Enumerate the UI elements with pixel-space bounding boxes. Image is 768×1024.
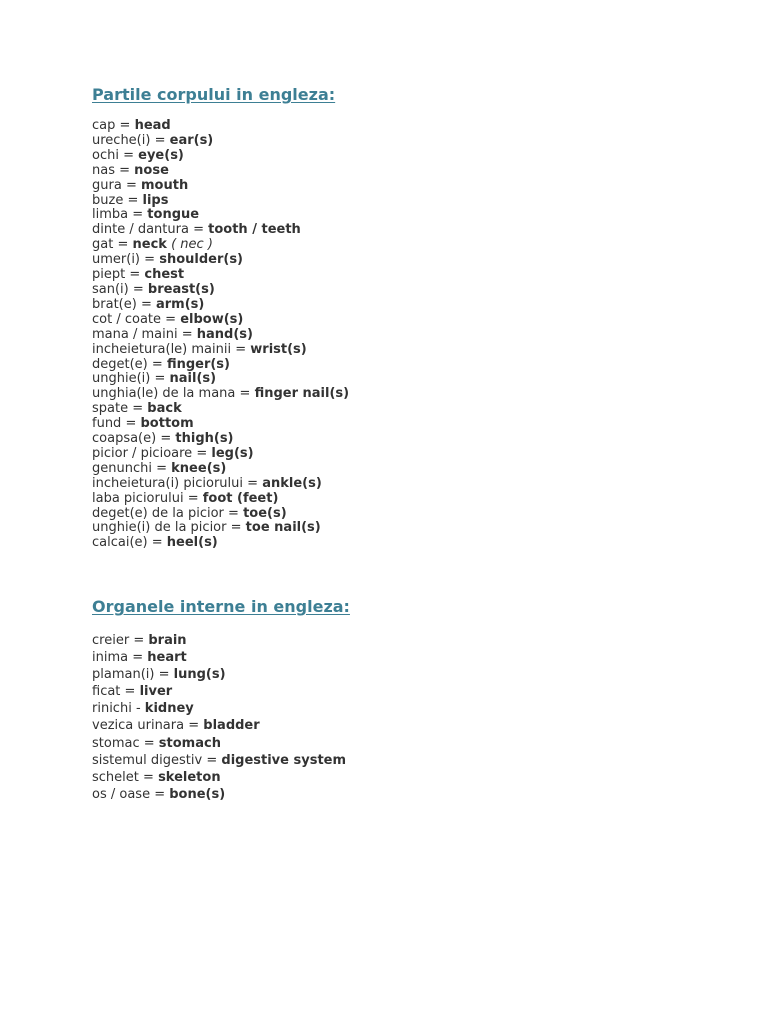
separator: =	[160, 431, 172, 447]
vocab-item	[92, 119, 349, 134]
english-term: thigh(s)	[175, 431, 234, 447]
romanian-term: ficat	[92, 684, 121, 700]
separator: =	[154, 786, 166, 802]
romanian-term: mana / maini	[92, 326, 178, 342]
english-term: heel(s)	[166, 535, 218, 551]
vocab-item	[92, 683, 346, 700]
section-heading-internal-organs: Organele interne in engleza:	[92, 597, 350, 616]
english-term: nail(s)	[169, 371, 217, 387]
romanian-term: deget(e)	[92, 356, 148, 372]
english-term: back	[147, 401, 182, 417]
separator: =	[196, 445, 208, 461]
english-term: tongue	[147, 207, 200, 223]
romanian-term: unghia(le) de la mana	[92, 386, 236, 402]
vocab-item	[92, 417, 349, 432]
vocab-item	[92, 717, 346, 734]
separator: =	[228, 505, 239, 521]
english-term: stomach	[158, 735, 221, 751]
vocab-item	[92, 521, 349, 536]
vocab-item	[92, 432, 349, 447]
romanian-term: fund	[92, 416, 122, 432]
separator: =	[129, 267, 141, 283]
english-term: toe nail(s)	[245, 520, 321, 536]
english-term: kidney	[144, 701, 194, 717]
english-term: finger(s)	[166, 356, 230, 372]
english-term: elbow(s)	[180, 311, 244, 327]
vocab-item	[92, 328, 349, 343]
separator: =	[125, 177, 137, 193]
separator: =	[154, 132, 166, 148]
romanian-term: laba piciorului	[92, 490, 184, 506]
separator: =	[188, 718, 200, 734]
english-term: wrist(s)	[250, 341, 307, 357]
english-term: heart	[147, 650, 187, 666]
separator: =	[117, 237, 129, 253]
english-term: bone(s)	[169, 786, 226, 802]
vocab-item	[92, 268, 349, 283]
vocab-item	[92, 253, 349, 268]
separator: =	[119, 118, 131, 133]
romanian-term: piept	[92, 267, 126, 283]
separator: =	[156, 460, 168, 476]
romanian-term: schelet	[92, 769, 139, 785]
separator: =	[181, 326, 193, 342]
vocab-item	[92, 447, 349, 462]
romanian-term: rinichi	[92, 701, 132, 717]
separator: =	[124, 684, 136, 700]
separator: =	[132, 281, 144, 297]
romanian-term: sistemul digestiv	[92, 752, 203, 768]
english-term: ankle(s)	[262, 475, 322, 491]
vocab-item	[92, 786, 346, 803]
english-term: shoulder(s)	[159, 252, 243, 268]
separator: =	[140, 296, 152, 312]
english-term: lung(s)	[173, 667, 226, 683]
romanian-term: gat	[92, 237, 114, 253]
english-term: liver	[139, 684, 173, 700]
romanian-term: cot / coate	[92, 311, 162, 327]
vocab-item	[92, 283, 349, 298]
separator: =	[132, 401, 144, 417]
vocab-item	[92, 752, 346, 769]
romanian-term: cap	[92, 118, 116, 133]
romanian-term: dinte / dantura	[92, 222, 189, 238]
english-term: chest	[144, 267, 185, 283]
romanian-term: creier	[92, 633, 130, 648]
romanian-term: inima	[92, 650, 129, 666]
vocab-item	[92, 402, 349, 417]
pronunciation-note: ( nec )	[171, 237, 213, 253]
separator: =	[133, 633, 145, 648]
english-term: foot (feet)	[202, 490, 279, 506]
vocab-item	[92, 536, 349, 551]
english-term: mouth	[141, 177, 189, 193]
romanian-term: brat(e)	[92, 296, 137, 312]
romanian-term: deget(e) de la picior	[92, 505, 224, 521]
vocab-item	[92, 649, 346, 666]
vocab-item	[92, 735, 346, 752]
english-term: knee(s)	[171, 460, 227, 476]
romanian-term: unghie(i) de la picior	[92, 520, 227, 536]
english-term: toe(s)	[243, 505, 287, 521]
separator: =	[230, 520, 242, 536]
romanian-term: ochi	[92, 147, 119, 163]
romanian-term: spate	[92, 401, 129, 417]
vocab-item	[92, 164, 349, 179]
internal-organs-list	[92, 632, 346, 803]
romanian-term: nas	[92, 162, 115, 178]
separator: =	[247, 475, 259, 491]
separator: =	[132, 650, 144, 666]
vocab-item	[92, 632, 346, 649]
romanian-term: os / oase	[92, 786, 151, 802]
separator: =	[187, 490, 199, 506]
english-term: breast(s)	[147, 281, 215, 297]
english-term: head	[134, 118, 171, 133]
vocab-item	[92, 134, 349, 149]
vocab-item	[92, 492, 349, 507]
english-term: digestive system	[221, 752, 347, 768]
separator: =	[193, 222, 204, 238]
separator: =	[143, 769, 154, 785]
vocab-item	[92, 507, 349, 522]
separator: -	[135, 701, 141, 717]
section-heading-body-parts: Partile corpului in engleza:	[92, 85, 336, 104]
separator: =	[132, 207, 144, 223]
vocab-item	[92, 769, 346, 786]
romanian-term: genunchi	[92, 460, 152, 476]
vocab-item	[92, 358, 349, 373]
separator: =	[127, 192, 139, 208]
romanian-term: gura	[92, 177, 122, 193]
vocab-item	[92, 194, 349, 209]
vocab-item	[92, 372, 349, 387]
separator: =	[119, 162, 131, 178]
english-term: neck	[132, 237, 167, 253]
separator: =	[158, 667, 170, 683]
vocab-item	[92, 313, 349, 328]
separator: =	[125, 416, 137, 432]
romanian-term: coapsa(e)	[92, 431, 157, 447]
romanian-term: incheietura(le) mainii	[92, 341, 232, 357]
english-term: hand(s)	[196, 326, 253, 342]
body-parts-list	[92, 119, 349, 551]
romanian-term: umer(i)	[92, 252, 141, 268]
separator: =	[239, 386, 251, 402]
english-term: ear(s)	[169, 132, 214, 148]
separator: =	[123, 147, 134, 163]
english-term: bladder	[203, 718, 260, 734]
separator: =	[151, 356, 163, 372]
separator: =	[151, 535, 163, 551]
vocab-item	[92, 700, 346, 717]
english-term: brain	[148, 633, 187, 648]
english-term: bottom	[140, 416, 194, 432]
vocab-item	[92, 179, 349, 194]
english-term: eye(s)	[138, 147, 184, 163]
romanian-term: calcai(e)	[92, 535, 148, 551]
english-term: skeleton	[158, 769, 221, 785]
separator: =	[235, 341, 247, 357]
romanian-term: unghie(i)	[92, 371, 151, 387]
vocab-item	[92, 208, 349, 223]
separator: =	[206, 752, 218, 768]
english-term: nose	[134, 162, 169, 178]
vocab-item	[92, 238, 349, 253]
separator: =	[143, 735, 155, 751]
romanian-term: buze	[92, 192, 124, 208]
romanian-term: picior / picioare	[92, 445, 193, 461]
english-term: finger nail(s)	[254, 386, 350, 402]
romanian-term: incheietura(i) piciorului	[92, 475, 244, 491]
english-term: lips	[142, 192, 169, 208]
english-term: tooth / teeth	[208, 222, 301, 238]
romanian-term: vezica urinara	[92, 718, 185, 734]
vocab-item	[92, 477, 349, 492]
separator: =	[154, 371, 166, 387]
vocab-item	[92, 387, 349, 402]
english-term: arm(s)	[156, 296, 205, 312]
vocab-item	[92, 343, 349, 358]
vocab-item	[92, 462, 349, 477]
romanian-term: ureche(i)	[92, 132, 151, 148]
romanian-term: san(i)	[92, 281, 129, 297]
separator: =	[165, 311, 177, 327]
romanian-term: stomac	[92, 735, 140, 751]
vocab-item	[92, 149, 349, 164]
romanian-term: limba	[92, 207, 129, 223]
vocab-item	[92, 666, 346, 683]
english-term: leg(s)	[211, 445, 254, 461]
vocab-item	[92, 223, 349, 238]
romanian-term: plaman(i)	[92, 667, 155, 683]
separator: =	[144, 252, 156, 268]
vocab-item	[92, 298, 349, 313]
